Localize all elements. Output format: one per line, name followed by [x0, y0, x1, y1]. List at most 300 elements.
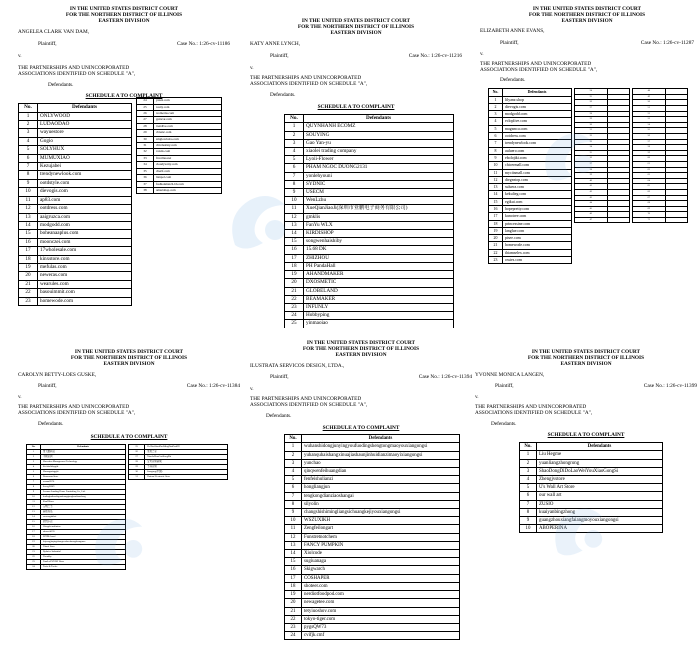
- table-row: [285, 246, 454, 254]
- row-number: 3: [27, 460, 41, 465]
- table-row: [285, 213, 454, 221]
- plaintiff-label: Plaintiff,: [270, 53, 289, 60]
- table-row: [285, 172, 454, 180]
- table-row: [285, 541, 460, 549]
- defendant-name: cloudywrity.com: [154, 162, 222, 168]
- table-row: [285, 254, 454, 262]
- defendant-name: LUDAODAO: [38, 121, 132, 129]
- schedule-title: SCHEDULE A TO COMPLAINT: [90, 434, 168, 441]
- col-defendants-header: Defendants: [38, 104, 132, 112]
- defendant-name: BFHKAsaad: [41, 535, 126, 540]
- row-number: 53: [633, 117, 666, 123]
- row-number: 24: [137, 98, 154, 104]
- row-number: 43: [575, 195, 608, 201]
- row-number: 4: [489, 118, 503, 125]
- document-page-5: [250, 340, 472, 658]
- defendant-name: Shenzhen Management Technology: [41, 460, 126, 465]
- table-row: [19, 154, 132, 162]
- defendants-caption: THE PARTNERSHIPS AND UNINCORPORATED: [18, 65, 130, 72]
- col-defendants-header: Defendants: [537, 443, 663, 451]
- row-number: 24: [27, 565, 41, 570]
- plaintiff-label: Plaintiff,: [38, 383, 57, 390]
- defendant-name: 美佳家居: [145, 465, 228, 470]
- defendant-name: fenfeishulianzi: [302, 476, 460, 484]
- row-number: 26: [129, 450, 145, 455]
- case-row: [18, 41, 230, 47]
- table-row: [520, 508, 663, 516]
- row-number: 26: [575, 100, 608, 106]
- defendant-name: sugiuanaga: [302, 558, 460, 566]
- row-number: 31: [575, 128, 608, 134]
- defendant-name: ONLYWOOD: [38, 112, 132, 120]
- row-number: 39: [575, 173, 608, 179]
- defendant-name: 17wholesale.com: [38, 247, 132, 255]
- row-number: 10: [285, 517, 302, 525]
- table-row: [27, 565, 126, 570]
- row-number: 6: [520, 492, 537, 500]
- table-row: [19, 280, 132, 288]
- row-number: 12: [27, 505, 41, 510]
- table-row: [285, 459, 460, 467]
- defendant-name: laiyongjiaqingshangrenshuchuangshangmao: [41, 540, 126, 545]
- defendant-name: songwenhaishiby: [304, 238, 454, 246]
- table-row: [285, 180, 454, 188]
- table-row: [19, 213, 132, 221]
- table-row: [19, 137, 132, 145]
- defendants-label: Defendants.: [48, 82, 74, 89]
- row-number: 22: [285, 295, 304, 303]
- row-number: 8: [285, 180, 304, 188]
- plaintiff-label: Plaintiff,: [500, 40, 519, 47]
- table-row: [285, 295, 454, 303]
- defendant-name: trendive.com: [154, 123, 222, 129]
- defendant-name: rosity.com: [154, 104, 222, 110]
- defendant-name: modgodd.com: [38, 221, 132, 229]
- row-number: 52: [633, 111, 666, 117]
- table-row: [285, 582, 460, 590]
- table-row: [19, 221, 132, 229]
- row-number: 1: [27, 450, 41, 455]
- defendant-name: MUMUXIAO: [38, 154, 132, 162]
- court-header-line: EASTERN DIVISION: [98, 18, 150, 25]
- table-row: [489, 147, 572, 154]
- row-number: 29: [129, 465, 145, 470]
- row-number: 32: [137, 149, 154, 155]
- schedule-table-continued: [574, 88, 630, 223]
- table-row: [19, 188, 132, 196]
- row-number: 15: [19, 230, 38, 238]
- row-number: 11: [489, 169, 503, 176]
- col-no-header: No.: [520, 443, 537, 451]
- table-row: [19, 238, 132, 246]
- defendants-label: Defendants.: [500, 77, 526, 84]
- row-number: 23: [285, 623, 302, 631]
- table-row: [489, 96, 572, 103]
- row-number: 1: [520, 451, 537, 459]
- table-row: [285, 205, 454, 213]
- row-number: 16: [27, 525, 41, 530]
- row-number: 65: [633, 184, 666, 190]
- table-row: [19, 263, 132, 271]
- court-header-line: EASTERN DIVISION: [330, 30, 382, 37]
- defendant-name: GLOBELAND: [304, 287, 454, 295]
- table-row: [19, 179, 132, 187]
- row-number: 18: [285, 582, 302, 590]
- defendant-name: dievogis.com: [38, 188, 132, 196]
- table-row: [489, 198, 572, 205]
- defendant-name: 15.68 DK: [304, 246, 454, 254]
- defendant-name: Luxuan Landing Home Furnishing Co., Ltd.: [41, 490, 126, 495]
- defendant-name: FANCY PUMPKIN: [302, 541, 460, 549]
- defendant-name: DXOSMETIC: [304, 279, 454, 287]
- row-number: 2: [489, 103, 503, 110]
- schedule-title: SCHEDULE A TO COMPLAINT: [85, 93, 163, 100]
- row-number: 7: [27, 480, 41, 485]
- defendants-caption: THE PARTNERSHIPS AND UNINCORPORATED: [480, 61, 592, 68]
- row-number: 28: [575, 111, 608, 117]
- case-number: Case No.: 1:26-cv-11384: [186, 383, 240, 390]
- row-number: 1: [19, 112, 38, 120]
- defendant-name: WSZUXIKH: [302, 517, 460, 525]
- defendant-name: caorongfaikui: [41, 515, 126, 520]
- row-number: 8: [27, 485, 41, 490]
- defendant-name: ossies.com: [503, 257, 572, 264]
- table-row: [489, 227, 572, 234]
- row-number: 9: [27, 490, 41, 495]
- plaintiff-label: Plaintiff,: [38, 41, 57, 48]
- table-row: [285, 139, 454, 147]
- row-number: 12: [285, 213, 304, 221]
- defendant-name: voktis.com: [154, 149, 222, 155]
- row-number: 58: [633, 145, 666, 151]
- row-number: 3: [285, 139, 304, 147]
- row-number: 19: [27, 540, 41, 545]
- table-row: [285, 197, 454, 205]
- row-number: 10: [520, 525, 537, 533]
- document-page-2: [250, 18, 462, 328]
- row-number: 70: [633, 212, 666, 218]
- table-row: [633, 217, 688, 223]
- table-row: [285, 591, 460, 599]
- versus: v.: [475, 394, 479, 401]
- row-number: 18: [285, 262, 304, 270]
- defendants-caption: ASSOCIATIONS IDENTIFIED ON SCHEDULE "A",: [250, 402, 368, 409]
- defendant-name: moonczei.com: [38, 238, 132, 246]
- table-row: [19, 230, 132, 238]
- versus: v.: [18, 53, 22, 60]
- table-row: [489, 133, 572, 140]
- schedule-table: [18, 103, 132, 306]
- table-row: [285, 484, 460, 492]
- col-defendants-header: Defendants: [304, 115, 454, 123]
- defendant-name: 欣悦小店: [41, 520, 126, 525]
- table-row: [520, 525, 663, 533]
- row-number: 68: [633, 201, 666, 207]
- plaintiff-name: KATY ANNE LYNCH,: [250, 41, 301, 48]
- table-row: [19, 146, 132, 154]
- defendant-name: 兔兔之家: [145, 450, 228, 455]
- table-row: [285, 525, 460, 533]
- court-header-line: EASTERN DIVISION: [103, 361, 155, 368]
- table-row: [19, 297, 132, 305]
- table-row: [19, 112, 132, 120]
- row-number: 35: [575, 150, 608, 156]
- row-number: 3: [285, 459, 302, 467]
- table-row: [285, 599, 460, 607]
- row-number: 47: [575, 217, 608, 223]
- row-number: 30: [137, 136, 154, 142]
- col-no-header: No.: [285, 115, 304, 123]
- defendant-name: gmklis: [304, 213, 454, 221]
- row-number: 4: [27, 465, 41, 470]
- col-no-header: No.: [27, 445, 41, 450]
- defendant-name: kuaiyanbingzhong: [537, 508, 663, 516]
- defendant-name: hopepretty.com: [503, 205, 572, 212]
- court-header-line: IN THE UNITED STATES DISTRICT COURT: [69, 6, 179, 12]
- row-number: 23: [19, 297, 38, 305]
- row-number: 11: [19, 196, 38, 204]
- defendant-name: AHANDMAKER: [304, 271, 454, 279]
- defendant-name: QUYNHANH ECOMZ: [304, 123, 454, 131]
- defendants-caption: THE PARTNERSHIPS AND UNINCORPORATED: [250, 396, 362, 403]
- row-number: 13: [285, 221, 304, 229]
- row-number: 22: [27, 555, 41, 560]
- row-number: 38: [575, 167, 608, 173]
- defendant-name: boheanaaplus.com: [38, 230, 132, 238]
- row-number: 16: [19, 238, 38, 246]
- row-number: 25: [575, 94, 608, 100]
- row-number: 24: [575, 89, 608, 95]
- plaintiff-label: Plaintiff,: [270, 374, 289, 381]
- table-row: [285, 550, 460, 558]
- col-no-header: No.: [489, 89, 503, 96]
- court-header: [18, 6, 230, 24]
- schedule-table-continued: [128, 444, 228, 480]
- defendant-name: nerdiotfoodpod.com: [302, 591, 460, 599]
- defendant-name: 宝贝家居商城: [145, 460, 228, 465]
- row-number: 17: [285, 574, 302, 582]
- table-row: [489, 154, 572, 161]
- case-row: [250, 374, 472, 380]
- defendant-name: homewode.com: [503, 242, 572, 249]
- defendant-name: [607, 217, 629, 223]
- row-number: 45: [575, 206, 608, 212]
- row-number: 17: [285, 254, 304, 262]
- defendant-name: Hainan Electronic Store: [145, 475, 228, 480]
- table-row: [285, 632, 460, 640]
- row-number: 23: [489, 257, 503, 264]
- court-header-line: IN THE UNITED STATES DISTRICT COURT: [74, 349, 184, 355]
- plaintiff-name: ELIZABETH ANNE EVANS,: [480, 28, 545, 35]
- document-page-4: [18, 349, 240, 579]
- schedule-title: SCHEDULE A TO COMPLAINT: [317, 104, 395, 111]
- defendant-name: SOLYHUX: [38, 146, 132, 154]
- row-number: 13: [27, 510, 41, 515]
- court-header-line: IN THE UNITED STATES DISTRICT COURT: [301, 18, 411, 24]
- case-number: Case No.: 1:26-cv-11287: [640, 40, 694, 47]
- table-row: [285, 262, 454, 270]
- table-row: [575, 217, 630, 223]
- defendants-caption: ASSOCIATIONS IDENTIFIED ON SCHEDULE "A",: [475, 410, 593, 417]
- table-row: [285, 303, 454, 311]
- defendant-name: wuhanshidongjunyingyoufuodingshengtongmaoyouxiangongsi: [302, 443, 460, 451]
- row-number: 14: [27, 515, 41, 520]
- defendant-name: cbnanc.com: [154, 130, 222, 136]
- row-number: 2: [285, 451, 302, 459]
- table-row: [19, 205, 132, 213]
- row-number: 7: [285, 172, 304, 180]
- table-row: [19, 163, 132, 171]
- table-row: [285, 615, 460, 623]
- row-number: 22: [19, 289, 38, 297]
- row-number: 12: [489, 176, 503, 183]
- row-number: 6: [285, 164, 304, 172]
- row-number: 20: [285, 599, 302, 607]
- row-number: 27: [129, 455, 145, 460]
- schedule-table-continued: [632, 88, 688, 223]
- defendant-name: Xiolcode: [302, 550, 460, 558]
- row-number: 16: [285, 566, 302, 574]
- defendant-name: 万物之美: [41, 505, 126, 510]
- court-header-line: FOR THE NORTHERN DISTRICT OF ILLINOIS: [65, 12, 183, 19]
- court-header-line: FOR THE NORTHERN DISTRICT OF ILLINOIS: [528, 12, 646, 19]
- document-page-1: [18, 6, 230, 326]
- row-number: 13: [19, 213, 38, 221]
- row-number: 55: [633, 128, 666, 134]
- defendant-name: BomazoneStore: [41, 475, 126, 480]
- defendant-name: yunchao: [302, 459, 460, 467]
- table-row: [285, 189, 454, 197]
- row-number: 6: [285, 484, 302, 492]
- row-number: 10: [489, 162, 503, 169]
- row-number: 25: [285, 320, 304, 328]
- row-number: 28: [129, 460, 145, 465]
- schedule-table: [519, 442, 663, 533]
- defendant-name: ootdress.com: [503, 133, 572, 140]
- row-number: 22: [285, 615, 302, 623]
- row-number: 20: [285, 279, 304, 287]
- defendant-name: Funstretnotchem: [302, 533, 460, 541]
- table-row: [285, 238, 454, 246]
- defendant-name: kinxstore.com: [38, 255, 132, 263]
- defendant-name: shoteer.com: [302, 582, 460, 590]
- row-number: 30: [575, 122, 608, 128]
- row-number: 27: [137, 117, 154, 123]
- table-row: [489, 235, 572, 242]
- table-row: [19, 289, 132, 297]
- case-row: [250, 53, 462, 59]
- row-number: 24: [285, 632, 302, 640]
- table-row: [19, 121, 132, 129]
- court-header-line: IN THE UNITED STATES DISTRICT COURT: [532, 6, 642, 12]
- row-number: 15: [489, 198, 503, 205]
- defendant-name: HeiYanShouDuoMingDanDaoHU: [145, 445, 228, 450]
- table-row: [520, 451, 663, 459]
- defendant-name: hudingbaihuobiguanhangqiangbanbianshang: [41, 495, 126, 500]
- row-number: 29: [137, 130, 154, 136]
- defendant-name: wayuestore: [38, 129, 132, 137]
- table-row: [489, 162, 572, 169]
- row-number: 24: [285, 312, 304, 320]
- row-number: 1: [489, 96, 503, 103]
- row-number: 35: [137, 168, 154, 174]
- defendant-name: trendynewlook.com: [503, 140, 572, 147]
- case-number: Case No.: 1:26-cv-11186: [176, 41, 230, 48]
- defendant-name: Gao Yan-yu: [304, 139, 454, 147]
- table-row: [285, 492, 460, 500]
- row-number: 64: [633, 178, 666, 184]
- row-number: 18: [489, 220, 503, 227]
- row-number: 6: [489, 133, 503, 140]
- versus: v.: [18, 394, 22, 401]
- row-number: 9: [285, 509, 302, 517]
- row-number: 8: [489, 147, 503, 154]
- court-header-line: FOR THE NORTHERN DISTRICT OF ILLINOIS: [302, 346, 420, 353]
- defendant-name: ZUSIO: [537, 500, 663, 508]
- table-row: [19, 171, 132, 179]
- table-row: [489, 191, 572, 198]
- row-number: 30: [129, 470, 145, 475]
- table-row: [285, 468, 460, 476]
- table-row: [285, 312, 454, 320]
- defendant-name: tengkongdianziaoshangai: [302, 492, 460, 500]
- table-row: [489, 249, 572, 256]
- row-number: 33: [575, 139, 608, 145]
- defendant-name: pygsQW73: [302, 623, 460, 631]
- schedule-title: SCHEDULE A TO COMPLAINT: [322, 425, 400, 432]
- row-number: 20: [27, 545, 41, 550]
- defendant-name: cherif.com: [154, 168, 222, 174]
- case-row: [480, 40, 694, 46]
- defendant-name: mycitsmall.com: [503, 169, 572, 176]
- row-number: 62: [633, 167, 666, 173]
- court-header-line: IN THE UNITED STATES DISTRICT COURT: [306, 340, 416, 346]
- row-number: 63: [633, 173, 666, 179]
- table-row: [285, 509, 460, 517]
- row-number: 16: [489, 205, 503, 212]
- defendant-name: FamLoUVUBE Woss: [41, 560, 126, 565]
- plaintiff-label: Plaintiff,: [495, 383, 514, 390]
- table-row: [285, 287, 454, 295]
- row-number: 3: [19, 129, 38, 137]
- table-row: [285, 623, 460, 631]
- defendant-name: newagetee.com: [302, 599, 460, 607]
- defendants-caption: ASSOCIATIONS IDENTIFIED ON SCHEDULE "A",: [18, 410, 136, 417]
- row-number: 51: [633, 106, 666, 112]
- row-number: 5: [285, 476, 302, 484]
- row-number: 19: [285, 591, 302, 599]
- defendant-name: xiaolei trading company: [304, 148, 454, 156]
- defendant-name: fiverlius.net: [154, 155, 222, 161]
- case-row: [475, 383, 697, 389]
- row-number: 4: [285, 148, 304, 156]
- table-row: [285, 123, 454, 131]
- row-number: 23: [27, 560, 41, 565]
- defendant-name: lianpol.com: [154, 175, 222, 181]
- row-number: 21: [27, 550, 41, 555]
- defendant-name: homewode.com: [38, 297, 132, 305]
- row-number: 6: [27, 475, 41, 480]
- defendant-name: Rydnfee Industrial: [41, 550, 126, 555]
- row-number: 37: [575, 161, 608, 167]
- case-row: [18, 383, 240, 389]
- row-number: 54: [633, 122, 666, 128]
- row-number: 33: [137, 155, 154, 161]
- table-row: [520, 500, 663, 508]
- row-number: 9: [489, 154, 503, 161]
- row-number: 10: [19, 188, 38, 196]
- defendant-name: yuanliangzhongrong: [537, 459, 663, 467]
